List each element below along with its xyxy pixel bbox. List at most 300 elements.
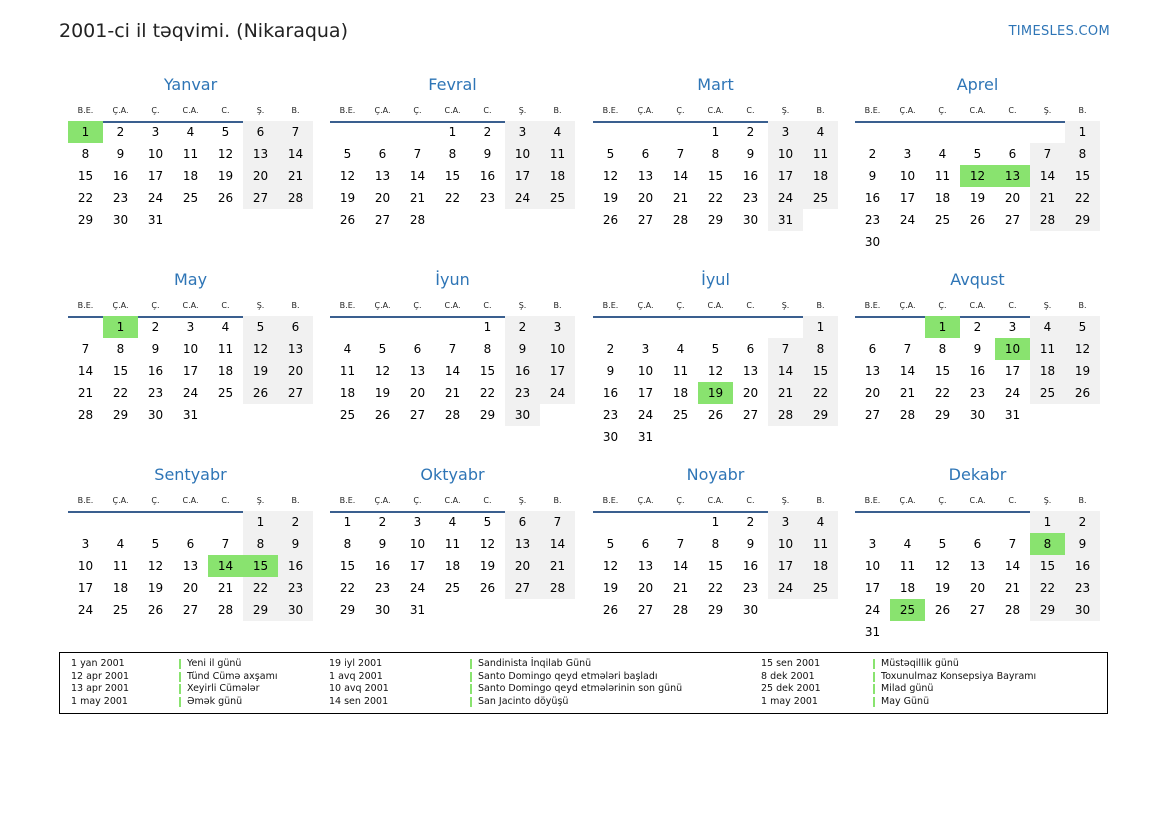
- day-cell: 10: [864, 559, 881, 573]
- weekday-label: Ç.: [676, 301, 685, 310]
- day-cell: 25: [182, 191, 199, 205]
- day-cell: 8: [448, 147, 457, 161]
- day-cell: 18: [540, 165, 575, 187]
- day-cell: 3: [868, 537, 877, 551]
- day-cell: 10: [768, 143, 803, 165]
- weekday-label: B.: [291, 496, 300, 505]
- day-cell: 7: [768, 338, 803, 360]
- day-cell: 24: [637, 408, 654, 422]
- day-cell: 2: [746, 515, 755, 529]
- day-cell: 9: [746, 537, 755, 551]
- day-cell: 27: [278, 382, 313, 404]
- day-cell: 19: [1065, 360, 1100, 382]
- weekday-label: Ç.A.: [374, 496, 391, 505]
- weekday-label: Ç.A.: [899, 106, 916, 115]
- day-cell: 16: [374, 559, 391, 573]
- day-cell: 15: [707, 169, 724, 183]
- day-cell: 4: [1030, 316, 1065, 338]
- day-cell: 25: [444, 581, 461, 595]
- weekday-label: C.A.: [444, 301, 461, 310]
- brand-link[interactable]: TIMESLES.COM: [1008, 24, 1110, 39]
- day-cell: 24: [505, 187, 540, 209]
- day-cell: 15: [479, 364, 496, 378]
- day-cell: 5: [606, 147, 615, 161]
- day-cell: 12: [147, 559, 164, 573]
- day-cell: 28: [278, 187, 313, 209]
- day-cell: 15: [444, 169, 461, 183]
- day-cell: 6: [1008, 147, 1017, 161]
- day-cell: 12: [339, 169, 356, 183]
- weekday-label: Ç.: [676, 106, 685, 115]
- day-cell: 11: [540, 143, 575, 165]
- legend-marker: [179, 672, 181, 682]
- day-cell: 16: [278, 555, 313, 577]
- month-name: Aprel: [956, 75, 999, 94]
- day-cell: 21: [409, 191, 426, 205]
- weekday-label: C.: [746, 106, 755, 115]
- month-1: [68, 75, 313, 255]
- day-cell: 4: [448, 515, 457, 529]
- day-cell: 30: [278, 599, 313, 621]
- day-cell: 28: [77, 408, 94, 422]
- day-cell: 21: [672, 581, 689, 595]
- weekday-label: C.: [483, 301, 492, 310]
- weekday-label: C.A.: [444, 496, 461, 505]
- day-cell: 20: [374, 191, 391, 205]
- day-cell: 28: [1004, 603, 1021, 617]
- legend-date: 15 sen 2001: [761, 658, 821, 669]
- legend-holiday-name: Toxunulmaz Konsepsiya Bayramı: [881, 670, 1037, 682]
- day-cell: 11: [217, 342, 234, 356]
- day-cell: 10: [637, 364, 654, 378]
- day-cell: 9: [116, 147, 125, 161]
- month-11: [593, 465, 838, 645]
- weekday-label: C.A.: [182, 301, 199, 310]
- weekday-label: B.E.: [77, 106, 94, 115]
- month-8: [855, 270, 1100, 450]
- day-cell: 3: [151, 125, 160, 139]
- day-cell: 15: [707, 559, 724, 573]
- day-cell: 2: [378, 515, 387, 529]
- day-cell: 14: [278, 143, 313, 165]
- day-cell: 27: [637, 603, 654, 617]
- weekday-label: Ş.: [518, 301, 527, 310]
- weekday-label: Ç.: [151, 496, 160, 505]
- day-cell: 9: [1065, 533, 1100, 555]
- holiday-day-cell: 10: [995, 338, 1030, 360]
- month-12: [855, 465, 1100, 645]
- day-cell: 17: [1004, 364, 1021, 378]
- day-cell: 29: [1065, 209, 1100, 231]
- holiday-day-cell: 1: [103, 316, 138, 338]
- day-cell: 6: [243, 121, 278, 143]
- legend-marker: [470, 697, 472, 707]
- day-cell: 17: [409, 559, 426, 573]
- weekday-label: B.E.: [602, 301, 619, 310]
- day-cell: 18: [934, 191, 951, 205]
- weekday-label: C.: [221, 496, 230, 505]
- day-cell: 14: [540, 533, 575, 555]
- day-cell: 31: [147, 213, 164, 227]
- legend-marker: [470, 659, 472, 669]
- weekday-label: Ç.A.: [374, 301, 391, 310]
- day-cell: 1: [1030, 511, 1065, 533]
- day-cell: 11: [444, 537, 461, 551]
- day-cell: 27: [637, 213, 654, 227]
- day-cell: 8: [711, 537, 720, 551]
- day-cell: 17: [864, 581, 881, 595]
- day-cell: 1: [803, 316, 838, 338]
- day-cell: 6: [746, 342, 755, 356]
- day-cell: 5: [938, 537, 947, 551]
- legend-date: 1 may 2001: [71, 695, 128, 707]
- day-cell: 3: [413, 515, 422, 529]
- day-cell: 6: [378, 147, 387, 161]
- day-cell: 29: [1030, 599, 1065, 621]
- day-cell: 13: [409, 364, 426, 378]
- day-cell: 2: [868, 147, 877, 161]
- day-cell: 2: [483, 125, 492, 139]
- day-cell: 22: [1030, 577, 1065, 599]
- day-cell: 17: [540, 360, 575, 382]
- day-cell: 15: [803, 360, 838, 382]
- day-cell: 9: [151, 342, 160, 356]
- day-cell: 14: [899, 364, 916, 378]
- day-cell: 13: [864, 364, 881, 378]
- day-cell: 8: [343, 537, 352, 551]
- legend-holiday-name: Xeyirli Cümələr: [187, 683, 260, 694]
- legend-marker: [873, 697, 875, 707]
- day-cell: 18: [1030, 360, 1065, 382]
- weekday-label: Ş.: [1043, 496, 1052, 505]
- day-cell: 4: [676, 342, 685, 356]
- day-cell: 5: [483, 515, 492, 529]
- weekday-label: Ş.: [256, 106, 265, 115]
- day-cell: 23: [479, 191, 496, 205]
- day-cell: 21: [540, 555, 575, 577]
- day-cell: 14: [77, 364, 94, 378]
- legend-date: 1 may 2001: [761, 695, 818, 707]
- day-cell: 20: [182, 581, 199, 595]
- day-cell: 11: [1030, 338, 1065, 360]
- weekday-label: Ç.A.: [637, 301, 654, 310]
- weekday-label: B.: [553, 301, 562, 310]
- day-cell: 30: [742, 213, 759, 227]
- weekday-label: C.A.: [969, 496, 986, 505]
- day-cell: 14: [444, 364, 461, 378]
- day-cell: 6: [186, 537, 195, 551]
- day-cell: 5: [151, 537, 160, 551]
- day-cell: 2: [278, 511, 313, 533]
- month-10: [330, 465, 575, 645]
- day-cell: 15: [112, 364, 129, 378]
- weekday-label: Ş.: [256, 496, 265, 505]
- legend-marker: [873, 659, 875, 669]
- day-cell: 29: [339, 603, 356, 617]
- day-cell: 7: [413, 147, 422, 161]
- day-cell: 4: [540, 121, 575, 143]
- legend-holiday-name: Sandinista İnqilab Günü: [478, 658, 592, 669]
- day-cell: 4: [938, 147, 947, 161]
- day-cell: 28: [899, 408, 916, 422]
- month-name: Mart: [697, 75, 734, 94]
- day-cell: 6: [868, 342, 877, 356]
- day-cell: 10: [409, 537, 426, 551]
- day-cell: 29: [707, 603, 724, 617]
- day-cell: 16: [742, 559, 759, 573]
- day-cell: 27: [505, 577, 540, 599]
- weekday-label: B.E.: [602, 496, 619, 505]
- day-cell: 22: [77, 191, 94, 205]
- day-cell: 27: [374, 213, 391, 227]
- legend-holiday-name: Əmək günü: [187, 695, 243, 707]
- day-cell: 25: [803, 577, 838, 599]
- day-cell: 5: [711, 342, 720, 356]
- page-title: 2001-ci il təqvimi. (Nikaraqua): [59, 20, 348, 42]
- day-cell: 6: [641, 147, 650, 161]
- legend-holiday-name: Milad günü: [881, 683, 934, 694]
- day-cell: 22: [803, 382, 838, 404]
- day-cell: 13: [182, 559, 199, 573]
- month-5: [68, 270, 313, 450]
- day-cell: 3: [81, 537, 90, 551]
- day-cell: 13: [637, 559, 654, 573]
- day-cell: 8: [938, 342, 947, 356]
- day-cell: 19: [339, 191, 356, 205]
- day-cell: 21: [768, 382, 803, 404]
- day-cell: 25: [803, 187, 838, 209]
- weekday-label: Ç.: [151, 106, 160, 115]
- weekday-label: B.E.: [77, 496, 94, 505]
- day-cell: 22: [707, 581, 724, 595]
- holiday-day-cell: 8: [1030, 533, 1065, 555]
- day-cell: 23: [969, 386, 986, 400]
- day-cell: 12: [707, 364, 724, 378]
- legend-holiday-name: Müstəqillik günü: [881, 658, 959, 669]
- day-cell: 12: [602, 559, 619, 573]
- legend-holiday-name: Yeni il günü: [187, 658, 242, 669]
- day-cell: 8: [116, 342, 125, 356]
- day-cell: 30: [147, 408, 164, 422]
- holiday-day-cell: 12: [960, 165, 995, 187]
- legend-marker: [179, 697, 181, 707]
- day-cell: 18: [803, 165, 838, 187]
- day-cell: 18: [112, 581, 129, 595]
- month-6: [330, 270, 575, 450]
- day-cell: 17: [505, 165, 540, 187]
- day-cell: 31: [768, 209, 803, 231]
- month-7: [593, 270, 838, 450]
- day-cell: 31: [1004, 408, 1021, 422]
- day-cell: 15: [1065, 165, 1100, 187]
- day-cell: 23: [278, 577, 313, 599]
- day-cell: 11: [112, 559, 129, 573]
- weekday-label: Ç.: [938, 106, 947, 115]
- weekday-label: B.: [1078, 301, 1087, 310]
- day-cell: 28: [444, 408, 461, 422]
- day-cell: 16: [112, 169, 129, 183]
- weekday-label: Ç.A.: [112, 301, 129, 310]
- legend-date: 1 yan 2001: [71, 658, 125, 669]
- legend-marker: [873, 684, 875, 694]
- day-cell: 26: [479, 581, 496, 595]
- weekday-label: Ş.: [781, 301, 790, 310]
- day-cell: 16: [742, 169, 759, 183]
- month-name: Yanvar: [163, 75, 218, 94]
- day-cell: 26: [217, 191, 234, 205]
- day-cell: 4: [803, 121, 838, 143]
- holiday-day-cell: 19: [698, 382, 733, 404]
- weekday-label: Ç.: [938, 496, 947, 505]
- weekday-label: C.: [746, 301, 755, 310]
- weekday-label: B.E.: [339, 301, 356, 310]
- day-cell: 10: [768, 533, 803, 555]
- day-cell: 10: [505, 143, 540, 165]
- day-cell: 30: [374, 603, 391, 617]
- month-4: [855, 75, 1100, 255]
- weekday-label: Ç.A.: [112, 496, 129, 505]
- day-cell: 20: [409, 386, 426, 400]
- day-cell: 30: [864, 235, 881, 249]
- legend-holiday-name: Santo Domingo qeyd etmələrinin son günü: [478, 683, 683, 694]
- day-cell: 12: [1065, 338, 1100, 360]
- day-cell: 28: [1030, 209, 1065, 231]
- day-cell: 6: [413, 342, 422, 356]
- day-cell: 15: [1030, 555, 1065, 577]
- day-cell: 26: [602, 213, 619, 227]
- day-cell: 19: [479, 559, 496, 573]
- day-cell: 23: [742, 191, 759, 205]
- day-cell: 29: [707, 213, 724, 227]
- day-cell: 27: [864, 408, 881, 422]
- day-cell: 21: [217, 581, 234, 595]
- legend-marker: [179, 659, 181, 669]
- day-cell: 13: [969, 559, 986, 573]
- weekday-label: Ç.: [676, 496, 685, 505]
- day-cell: 23: [374, 581, 391, 595]
- day-cell: 27: [1004, 213, 1021, 227]
- holiday-legend: [59, 652, 1108, 714]
- weekday-label: C.A.: [182, 106, 199, 115]
- legend-holiday-name: San Jacinto döyüşü: [478, 695, 569, 707]
- day-cell: 9: [606, 364, 615, 378]
- month-name: Fevral: [428, 75, 477, 94]
- day-cell: 6: [505, 511, 540, 533]
- day-cell: 9: [378, 537, 387, 551]
- weekday-label: C.A.: [707, 106, 724, 115]
- month-9: [68, 465, 313, 645]
- day-cell: 16: [602, 386, 619, 400]
- day-cell: 18: [444, 559, 461, 573]
- month-3: [593, 75, 838, 255]
- day-cell: 5: [343, 147, 352, 161]
- day-cell: 3: [186, 320, 195, 334]
- day-cell: 8: [803, 338, 838, 360]
- day-cell: 1: [711, 515, 720, 529]
- day-cell: 12: [602, 169, 619, 183]
- day-cell: 7: [448, 342, 457, 356]
- weekday-label: C.: [1008, 301, 1017, 310]
- day-cell: 29: [243, 599, 278, 621]
- weekday-label: C.: [483, 496, 492, 505]
- day-cell: 5: [606, 537, 615, 551]
- day-cell: 30: [505, 404, 540, 426]
- day-cell: 19: [374, 386, 391, 400]
- legend-marker: [179, 684, 181, 694]
- day-cell: 20: [505, 555, 540, 577]
- weekday-label: Ç.: [413, 496, 422, 505]
- day-cell: 29: [934, 408, 951, 422]
- day-cell: 27: [243, 187, 278, 209]
- weekday-label: C.A.: [969, 106, 986, 115]
- day-cell: 2: [746, 125, 755, 139]
- day-cell: 6: [641, 537, 650, 551]
- day-cell: 21: [278, 165, 313, 187]
- holiday-day-cell: 13: [995, 165, 1030, 187]
- day-cell: 17: [182, 364, 199, 378]
- day-cell: 24: [864, 603, 881, 617]
- legend-marker: [470, 684, 472, 694]
- weekday-label: C.A.: [707, 496, 724, 505]
- weekday-label: Ç.: [938, 301, 947, 310]
- weekday-label: Ç.: [413, 106, 422, 115]
- day-cell: 6: [973, 537, 982, 551]
- day-cell: 26: [374, 408, 391, 422]
- month-name: May: [173, 270, 208, 289]
- day-cell: 5: [378, 342, 387, 356]
- day-cell: 31: [409, 603, 426, 617]
- day-cell: 8: [483, 342, 492, 356]
- day-cell: 1: [1065, 121, 1100, 143]
- day-cell: 31: [637, 430, 654, 444]
- day-cell: 25: [934, 213, 951, 227]
- day-cell: 8: [711, 147, 720, 161]
- day-cell: 22: [479, 386, 496, 400]
- holiday-day-cell: 25: [890, 599, 925, 621]
- day-cell: 1: [483, 320, 492, 334]
- day-cell: 20: [742, 386, 759, 400]
- weekday-label: B.E.: [864, 301, 881, 310]
- day-cell: 21: [1004, 581, 1021, 595]
- day-cell: 26: [339, 213, 356, 227]
- day-cell: 2: [973, 320, 982, 334]
- legend-date: 10 avq 2001: [329, 683, 389, 694]
- day-cell: 5: [973, 147, 982, 161]
- legend-marker: [470, 672, 472, 682]
- day-cell: 13: [637, 169, 654, 183]
- day-cell: 23: [864, 213, 881, 227]
- day-cell: 4: [343, 342, 352, 356]
- day-cell: 10: [182, 342, 199, 356]
- day-cell: 31: [864, 625, 881, 639]
- day-cell: 11: [803, 143, 838, 165]
- day-cell: 4: [186, 125, 195, 139]
- day-cell: 25: [1030, 382, 1065, 404]
- day-cell: 19: [147, 581, 164, 595]
- day-cell: 1: [343, 515, 352, 529]
- day-cell: 20: [243, 165, 278, 187]
- day-cell: 29: [803, 404, 838, 426]
- day-cell: 11: [339, 364, 356, 378]
- day-cell: 17: [768, 555, 803, 577]
- day-cell: 7: [81, 342, 90, 356]
- day-cell: 25: [217, 386, 234, 400]
- weekday-label: Ç.A.: [637, 106, 654, 115]
- day-cell: 3: [540, 316, 575, 338]
- day-cell: 16: [479, 169, 496, 183]
- day-cell: 20: [278, 360, 313, 382]
- day-cell: 24: [1004, 386, 1021, 400]
